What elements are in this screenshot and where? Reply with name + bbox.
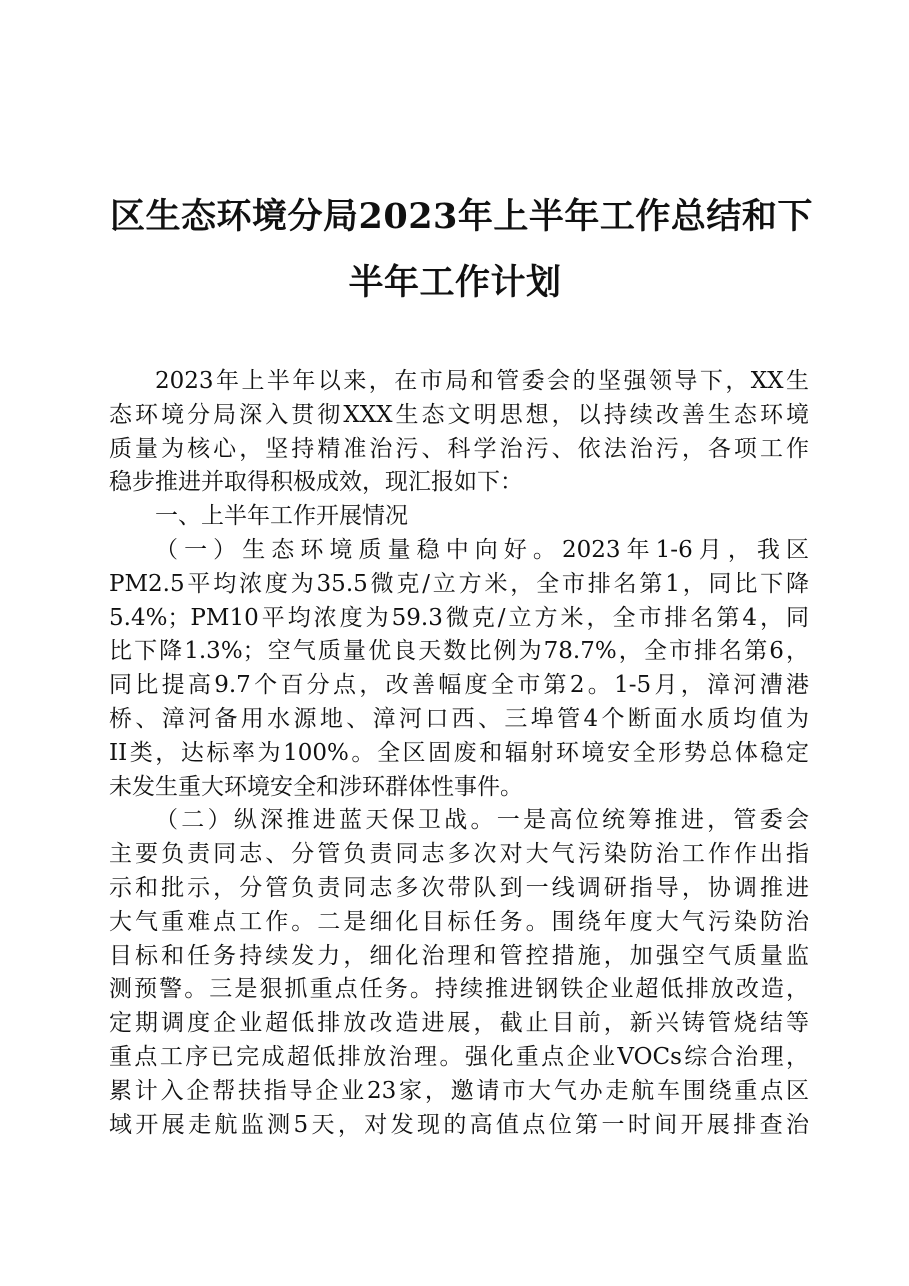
body-line: 主要负责同志、分管负责同志多次对大气污染防治工作作出指 [109,841,809,868]
body-line: 域开展走航监测5天，对发现的高值点位第一时间开展排查治 [109,1111,809,1138]
document-body [109,365,809,1142]
body-line: （一）生态环境质量稳中向好。2023年1-6月，我区 [155,536,809,563]
body-line: 同比提高9.7个百分点，改善幅度全市第2。1-5月，漳河漕港 [109,672,809,699]
section-heading: 一、上半年工作开展情况 [155,503,408,530]
body-line: 质量为核心，坚持精准治污、科学治污、依法治污，各项工作 [109,435,809,462]
body-line: 大气重难点工作。二是细化目标任务。围绕年度大气污染防治 [109,908,809,935]
body-line: 5.4%；PM10平均浓度为59.3微克/立方米，全市排名第4，同 [109,604,809,631]
document-title-line-2: 半年工作计划 [348,262,562,303]
body-line: 重点工序已完成超低排放治理。强化重点企业VOCs综合治理， [109,1043,809,1070]
body-line: 态环境分局深入贯彻XXX生态文明思想，以持续改善生态环境 [109,401,809,428]
body-line: 桥、漳河备用水源地、漳河口西、三埠管4个断面水质均值为 [109,705,809,732]
body-line: 比下降1.3%；空气质量优良天数比例为78.7%，全市排名第6， [109,638,809,665]
body-line: 未发生重大环境安全和涉环群体性事件。 [109,773,523,800]
document-title-line-1: 区生态环境分局2023年上半年工作总结和下 [110,196,813,237]
body-line: 稳步推进并取得积极成效，现汇报如下： [109,469,523,496]
body-line: 目标和任务持续发力，细化治理和管控措施，加强空气质量监 [109,942,809,969]
body-line: II类，达标率为100%。全区固废和辐射环境安全形势总体稳定 [109,739,809,766]
body-line: 2023年上半年以来，在市局和管委会的坚强领导下，XX生 [155,368,809,394]
body-line: 测预警。三是狠抓重点任务。持续推进钢铁企业超低排放改造， [109,976,809,1003]
body-line: 定期调度企业超低排放改造进展，截止目前，新兴铸管烧结等 [109,1010,809,1037]
body-line: 示和批示，分管负责同志多次带队到一线调研指导，协调推进 [109,874,809,901]
body-line: PM2.5平均浓度为35.5微克/立方米，全市排名第1，同比下降 [109,570,809,597]
body-line: 累计入企帮扶指导企业23家，邀请市大气办走航车围绕重点区 [109,1077,809,1104]
body-line: （二）纵深推进蓝天保卫战。一是高位统筹推进，管委会 [155,807,809,834]
